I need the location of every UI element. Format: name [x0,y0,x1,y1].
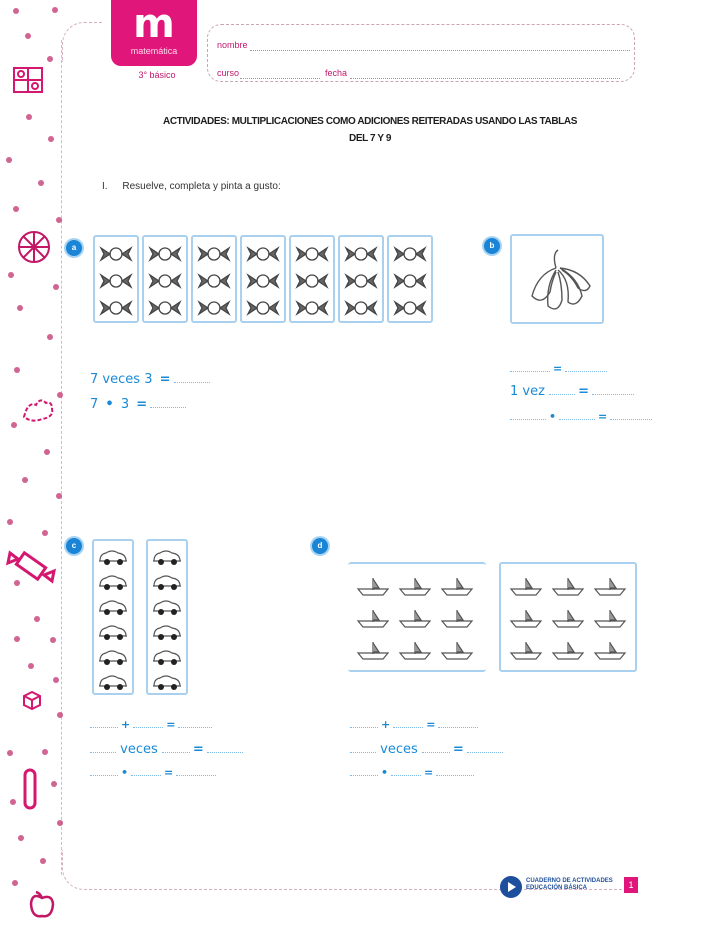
candy-group [142,235,188,323]
decorative-dot [18,835,24,841]
candy-group [289,235,335,323]
candy-group [338,235,384,323]
instruction-text: Resuelve, completa y pinta a gusto: [122,181,281,192]
candy-icon [391,298,429,318]
answer-blank[interactable] [131,774,161,776]
car-icon [150,623,184,641]
car-icon [150,548,184,566]
answer-blank[interactable] [467,751,503,753]
answer-blank[interactable] [438,726,478,728]
decorative-dot [14,636,20,642]
answer-blank[interactable] [178,726,212,728]
decorative-dot [51,781,57,787]
name-field[interactable] [250,50,630,51]
decorative-dot [8,272,14,278]
candy-icon [342,298,380,318]
candy-decoration-icon [4,545,60,589]
car-icon [150,573,184,591]
candy-icon [97,298,135,318]
boat-icon [549,640,587,662]
name-label: nombre [217,40,248,50]
car-icon [96,673,130,691]
publisher-logo-icon [500,876,522,898]
orange-slice-icon [16,225,52,265]
decorative-dot [25,33,31,39]
candy-icon [97,244,135,264]
publisher-text: CUADERNO DE ACTIVIDADES EDUCACIÓN BÁSICA [526,878,613,891]
decorative-dot [7,519,13,525]
car-icon [96,623,130,641]
car-group [146,539,188,695]
boat-icon [591,576,629,598]
course-field[interactable] [240,78,320,79]
decorative-dot [26,114,32,120]
answer-blank[interactable] [174,381,210,383]
boat-icon [507,608,545,630]
car-icon [150,648,184,666]
section-b-equation-1: = [510,362,607,375]
logo-letter: m [133,1,175,47]
answer-blank[interactable] [150,406,186,408]
decorative-dot [13,8,19,14]
boat-icon [591,640,629,662]
decorative-dot [57,712,63,718]
boat-group [499,562,637,672]
candy-group [191,235,237,323]
section-d-badge: d [312,538,328,554]
candy-icon [244,298,282,318]
banana-icon [512,236,602,322]
boat-icon [591,608,629,630]
section-a-badge: a [66,240,82,256]
margin-curve-top [62,22,102,62]
candy-icon [146,271,184,291]
section-c-equation-3: • = [90,766,216,779]
answer-blank[interactable] [90,726,118,728]
section-b-equation-3: • = [510,410,652,423]
decorative-dot [22,477,28,483]
section-b-badge: b [484,238,500,254]
decorative-dot [11,422,17,428]
title-line-2: DEL 7 Y 9 [349,133,391,144]
cube-icon [20,690,44,710]
section-b-picture-box [510,234,604,324]
decorative-dot [53,284,59,290]
boat-group [348,562,486,672]
decorative-dot [6,157,12,163]
answer-blank[interactable] [162,751,190,753]
candy-group [387,235,433,323]
candy-icon [342,271,380,291]
answer-blank[interactable] [559,418,595,420]
decorative-dot [10,799,16,805]
candy-icon [244,271,282,291]
answer-blank[interactable] [393,726,423,728]
answer-blank[interactable] [610,418,652,420]
answer-blank[interactable] [90,751,116,753]
decorative-dot [56,493,62,499]
candy-icon [342,244,380,264]
decorative-dot [7,750,13,756]
crayon-icon [22,768,38,810]
section-b-equation-2: 1 vez = [510,384,634,399]
date-label: fecha [325,68,348,78]
grid-game-icon [8,64,48,96]
logo-subject: matemática [130,46,178,56]
answer-blank[interactable] [350,726,378,728]
activity-title [90,113,650,147]
section-c-equation-1: + = [90,718,212,731]
car-icon [96,648,130,666]
decorative-dot [34,616,40,622]
instruction-number: I. [102,181,108,192]
answer-blank[interactable] [592,393,634,395]
decorative-dot [50,637,56,643]
car-icon [150,598,184,616]
car-icon [96,598,130,616]
margin-dashed-line [61,40,62,875]
boat-icon [549,608,587,630]
candy-group [240,235,286,323]
answer-blank[interactable] [549,393,575,395]
boat-icon [396,640,434,662]
candy-icon [146,244,184,264]
boat-icon [354,608,392,630]
section-d-equation-1: + = [350,718,478,731]
title-line-1: ACTIVIDADES: MULTIPLICACIONES COMO ADICIONES REITERADAS USANDO LAS TABLAS [163,116,577,127]
instruction [102,181,281,192]
boat-icon [438,576,476,598]
grade-label: 3° básico [138,70,176,80]
candy-icon [391,271,429,291]
candy-icon [195,271,233,291]
decorative-dot [52,7,58,13]
decorative-dot [40,858,46,864]
section-a-equation-2: 7 • 3 = [90,397,186,412]
decorative-dot [42,530,48,536]
apple-icon [26,890,58,920]
boat-icon [549,576,587,598]
decorative-dot [44,449,50,455]
course-label: curso [217,68,240,78]
candy-icon [293,244,331,264]
candy-icon [195,298,233,318]
section-d-equation-2: veces = [350,742,503,757]
answer-blank[interactable] [510,370,550,372]
section-d-equation-3: • = [350,766,474,779]
page-number: 1 [624,877,638,893]
answer-blank[interactable] [176,774,216,776]
decorative-dot [48,136,54,142]
boat-icon [354,576,392,598]
decorative-dot [42,749,48,755]
boat-icon [438,608,476,630]
answer-blank[interactable] [422,751,450,753]
decorative-dot [47,334,53,340]
answer-blank[interactable] [391,774,421,776]
boat-icon [354,640,392,662]
answer-blank[interactable] [133,726,163,728]
answer-blank[interactable] [510,418,546,420]
candy-icon [195,244,233,264]
boat-icon [438,640,476,662]
boat-icon [507,640,545,662]
answer-blank[interactable] [565,370,607,372]
decorative-dot [28,663,34,669]
boat-icon [396,608,434,630]
section-c-equation-2: veces = [90,742,243,757]
decorative-dot [38,180,44,186]
subject-logo [111,0,197,66]
candy-icon [146,298,184,318]
student-info-box [207,24,635,82]
section-c-badge: c [66,538,82,554]
candy-icon [293,271,331,291]
date-field[interactable] [350,78,620,79]
decorative-dot [17,305,23,311]
car-icon [150,673,184,691]
section-a-equation-1: 7 veces 3 = [90,372,210,387]
answer-blank[interactable] [350,774,378,776]
decorative-dot [53,677,59,683]
decorative-dot [12,880,18,886]
candy-icon [244,244,282,264]
decorative-dot [57,820,63,826]
decorative-dot [13,206,19,212]
car-icon [96,573,130,591]
decorative-dot [47,56,53,62]
car-group [92,539,134,695]
answer-blank[interactable] [350,751,376,753]
decorative-dot [14,367,20,373]
decorative-dot [56,217,62,223]
candy-group [93,235,139,323]
boat-icon [507,576,545,598]
answer-blank[interactable] [90,774,118,776]
car-icon [96,548,130,566]
answer-blank[interactable] [207,751,243,753]
candy-icon [97,271,135,291]
answer-blank[interactable] [436,774,474,776]
hand-icon [18,395,58,425]
candy-icon [391,244,429,264]
boat-icon [396,576,434,598]
candy-icon [293,298,331,318]
